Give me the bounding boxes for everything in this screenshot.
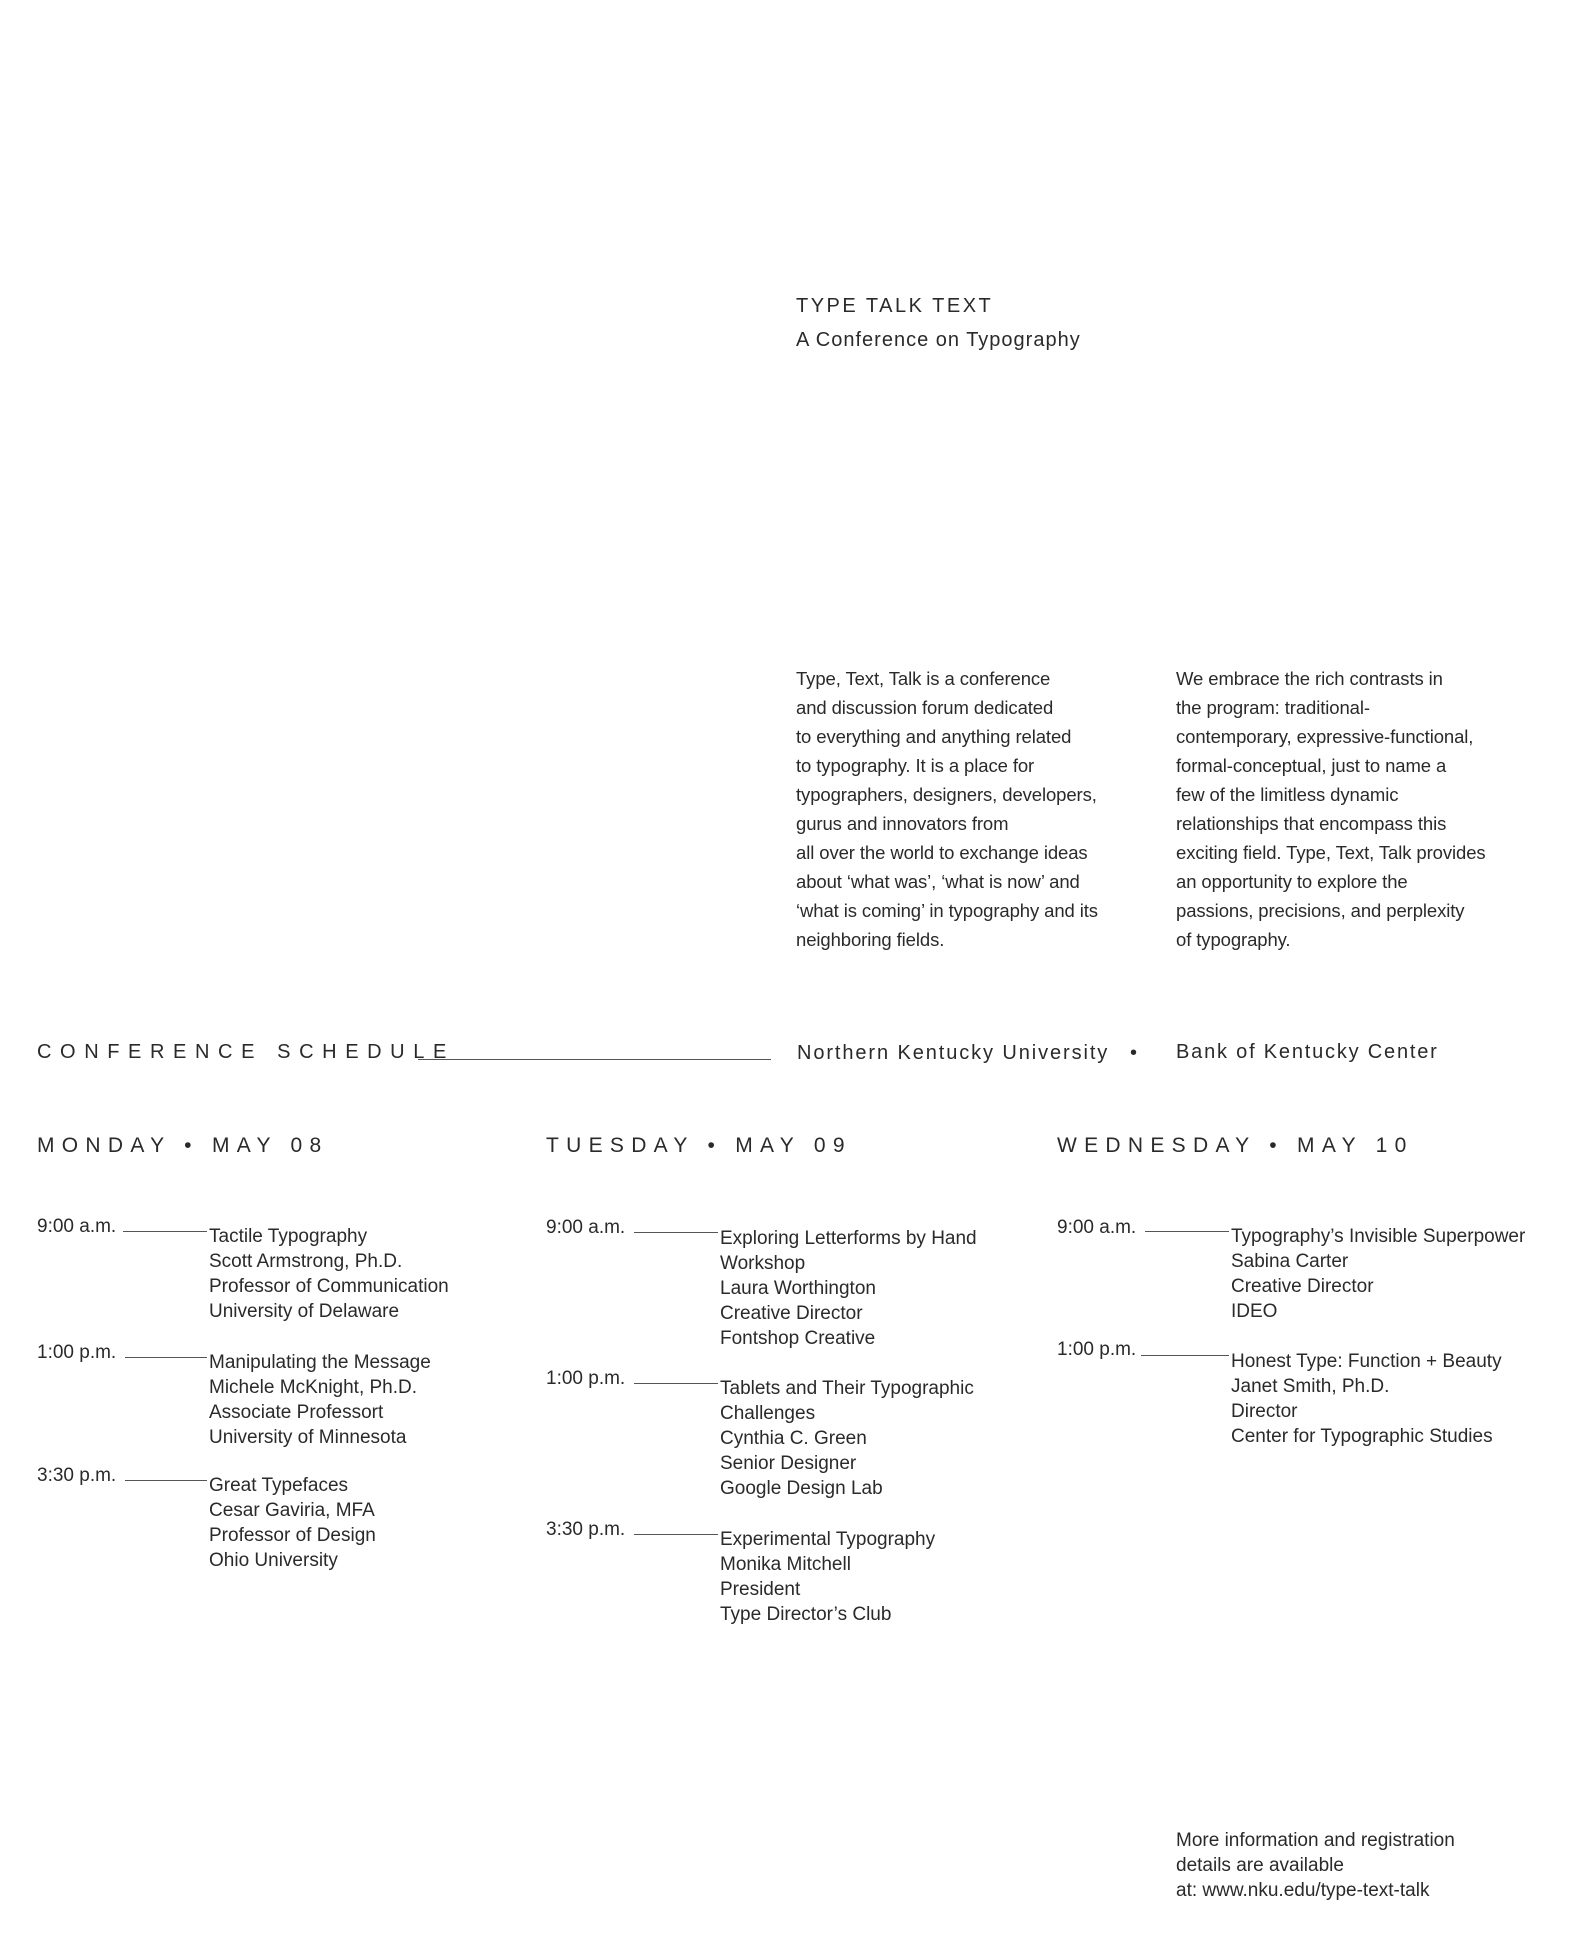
session-title: Tactile Typography <box>209 1226 368 1247</box>
intro-line: gurus and innovators from <box>796 813 1009 834</box>
session-time: 1:00 p.m. <box>546 1368 626 1389</box>
intro-line: all over the world to exchange ideas <box>796 842 1088 863</box>
intro-line: typographers, designers, developers, <box>796 784 1097 805</box>
session-time: 3:30 p.m. <box>546 1519 626 1540</box>
session-title: Experimental Typography <box>720 1529 936 1550</box>
time-leader-line <box>125 1357 207 1358</box>
intro-line: of typography. <box>1176 929 1291 950</box>
schedule-heading: CONFERENCE SCHEDULE <box>37 1041 455 1063</box>
session-time: 1:00 p.m. <box>37 1342 117 1363</box>
intro-line: ‘what is coming’ in typography and its <box>796 900 1098 921</box>
session-title: Honest Type: Function + Beauty <box>1231 1351 1502 1372</box>
intro-line: to typography. It is a place for <box>796 755 1035 776</box>
speaker-role: Senior Designer <box>720 1453 857 1474</box>
intro-line: the program: traditional- <box>1176 697 1370 718</box>
venue-separator: • <box>1130 1042 1138 1064</box>
session-details <box>209 1350 431 1450</box>
session-details <box>209 1224 449 1324</box>
session-time: 9:00 a.m. <box>546 1217 626 1238</box>
time-leader-line <box>634 1232 718 1233</box>
intro-paragraph-2 <box>1176 664 1506 954</box>
session-title: Tablets and Their Typographic <box>720 1378 974 1399</box>
intro-line: few of the limitless dynamic <box>1176 784 1399 805</box>
intro-line: about ‘what was’, ‘what is now’ and <box>796 871 1080 892</box>
day-heading-monday: MONDAY • MAY 08 <box>37 1134 329 1157</box>
time-leader-line <box>125 1480 207 1481</box>
speaker-role: Professor of Design <box>209 1525 376 1546</box>
intro-paragraph-1 <box>796 664 1126 954</box>
intro-line: to everything and anything related <box>796 726 1072 747</box>
intro-line: formal-conceptual, just to name a <box>1176 755 1447 776</box>
footer-url[interactable]: at: www.nku.edu/type-text-talk <box>1176 1880 1430 1901</box>
speaker-role: Professor of Communication <box>209 1276 449 1297</box>
speaker-role: Creative Director <box>720 1303 863 1324</box>
speaker-organization: Google Design Lab <box>720 1478 883 1499</box>
day-heading-wednesday: WEDNESDAY • MAY 10 <box>1057 1134 1414 1157</box>
conference-subtitle: A Conference on Typography <box>796 329 1081 351</box>
registration-info <box>1176 1828 1455 1903</box>
day-heading-tuesday: TUESDAY • MAY 09 <box>546 1134 852 1157</box>
intro-line: relationships that encompass this <box>1176 813 1447 834</box>
speaker-name: Janet Smith, Ph.D. <box>1231 1376 1390 1397</box>
intro-line: neighboring fields. <box>796 929 945 950</box>
speaker-name: Scott Armstrong, Ph.D. <box>209 1251 403 1272</box>
time-leader-line <box>1145 1231 1229 1232</box>
speaker-name: Monika Mitchell <box>720 1554 851 1575</box>
session-title: Exploring Letterforms by Hand <box>720 1228 977 1249</box>
session-details <box>720 1226 977 1351</box>
speaker-organization: Type Director’s Club <box>720 1604 892 1625</box>
intro-line: passions, precisions, and perplexity <box>1176 900 1465 921</box>
intro-line: We embrace the rich contrasts in <box>1176 668 1443 689</box>
time-leader-line <box>123 1231 207 1232</box>
speaker-organization: University of Minnesota <box>209 1427 407 1448</box>
session-details <box>720 1376 974 1501</box>
speaker-name: Cesar Gaviria, MFA <box>209 1500 375 1521</box>
speaker-organization: Ohio University <box>209 1550 338 1571</box>
session-time: 3:30 p.m. <box>37 1465 117 1486</box>
session-details <box>720 1527 935 1627</box>
session-time: 9:00 a.m. <box>1057 1217 1137 1238</box>
intro-line: exciting field. Type, Text, Talk provides <box>1176 842 1486 863</box>
session-title: Great Typefaces <box>209 1475 349 1496</box>
venue-university: Northern Kentucky University <box>797 1042 1110 1064</box>
schedule-rule <box>418 1059 771 1060</box>
venue-center: Bank of Kentucky Center <box>1176 1041 1439 1063</box>
session-time: 9:00 a.m. <box>37 1216 117 1237</box>
speaker-organization: Center for Typographic Studies <box>1231 1426 1493 1447</box>
time-leader-line <box>1141 1355 1229 1356</box>
session-title: Typography’s Invisible Superpower <box>1231 1226 1526 1247</box>
intro-line: contemporary, expressive-functional, <box>1176 726 1474 747</box>
footer-line: details are available <box>1176 1855 1344 1876</box>
speaker-name: Laura Worthington <box>720 1278 876 1299</box>
speaker-role: Associate Professort <box>209 1402 384 1423</box>
intro-line: and discussion forum dedicated <box>796 697 1054 718</box>
intro-line: Type, Text, Talk is a conference <box>796 668 1051 689</box>
speaker-name: Cynthia C. Green <box>720 1428 867 1449</box>
time-leader-line <box>634 1534 718 1535</box>
session-title: Manipulating the Message <box>209 1352 431 1373</box>
session-details <box>1231 1349 1502 1449</box>
speaker-role: Director <box>1231 1401 1298 1422</box>
speaker-name: Sabina Carter <box>1231 1251 1349 1272</box>
footer-line: More information and registration <box>1176 1830 1455 1851</box>
session-title-continued: Workshop <box>720 1253 806 1274</box>
intro-line: an opportunity to explore the <box>1176 871 1408 892</box>
speaker-organization: IDEO <box>1231 1301 1278 1322</box>
session-time: 1:00 p.m. <box>1057 1339 1137 1360</box>
speaker-name: Michele McKnight, Ph.D. <box>209 1377 418 1398</box>
speaker-organization: University of Delaware <box>209 1301 400 1322</box>
speaker-role: President <box>720 1579 801 1600</box>
session-title-continued: Challenges <box>720 1403 816 1424</box>
speaker-organization: Fontshop Creative <box>720 1328 876 1349</box>
time-leader-line <box>634 1383 718 1384</box>
speaker-role: Creative Director <box>1231 1276 1374 1297</box>
conference-title: TYPE TALK TEXT <box>796 295 994 317</box>
session-details <box>209 1473 376 1573</box>
session-details <box>1231 1224 1525 1324</box>
